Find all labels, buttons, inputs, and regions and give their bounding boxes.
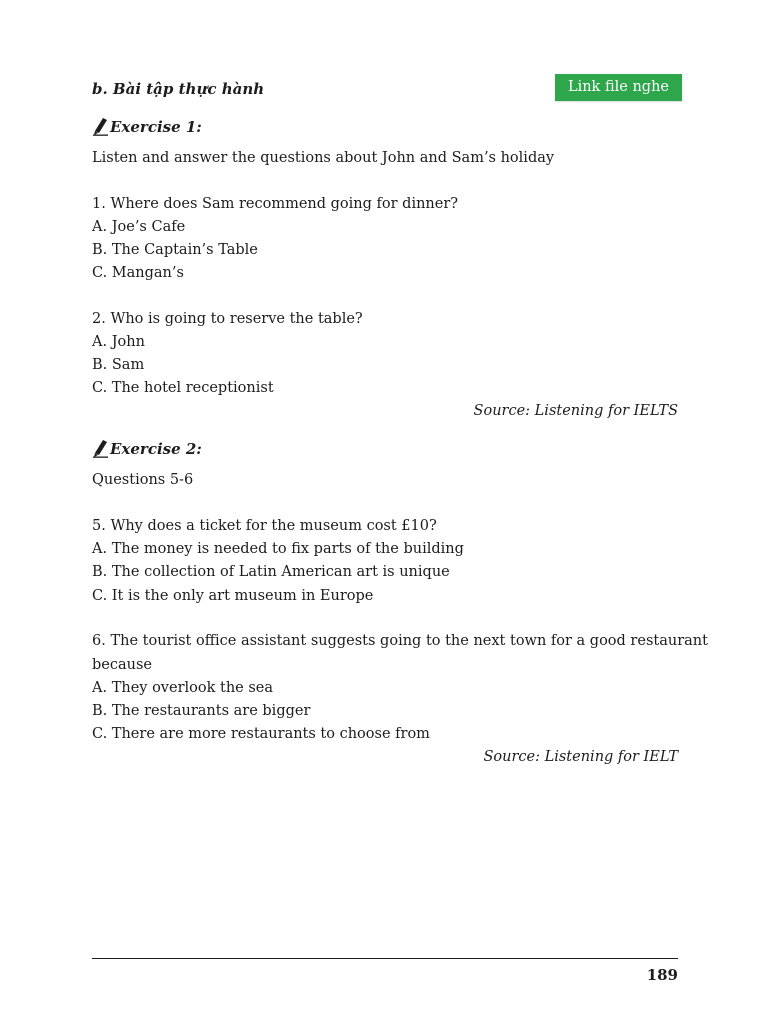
pencil-icon xyxy=(92,438,109,458)
question-1-option-c: C. Mangan’s xyxy=(92,265,184,281)
section-heading: b. Bài tập thực hành xyxy=(92,80,265,98)
question-5-option-a: A. The money is needed to fix parts of the building xyxy=(92,541,464,557)
question-2-option-c: C. The hotel receptionist xyxy=(92,380,274,396)
exercise-2-instruction: Questions 5-6 xyxy=(92,472,194,488)
audio-link-button[interactable]: Link file nghe xyxy=(555,74,682,101)
question-6-option-b: B. The restaurants are bigger xyxy=(92,703,311,719)
exercise-1-source: Source: Listening for IELTS xyxy=(473,403,678,419)
question-1-option-a: A. Joe’s Cafe xyxy=(92,219,186,235)
question-6-option-a: A. They overlook the sea xyxy=(92,680,274,696)
question-2: 2. Who is going to reserve the table? xyxy=(92,311,363,327)
question-1-option-b: B. The Captain’s Table xyxy=(92,242,258,258)
exercise-2-title: Exercise 2: xyxy=(110,440,202,458)
question-5-option-c: C. It is the only art museum in Europe xyxy=(92,588,374,604)
exercise-2-source: Source: Listening for IELT xyxy=(483,749,678,765)
question-2-option-b: B. Sam xyxy=(92,357,145,373)
exercise-1-instruction: Listen and answer the questions about John and Sam’s holiday xyxy=(92,150,555,166)
question-1: 1. Where does Sam recommend going for dinner? xyxy=(92,196,459,212)
question-5: 5. Why does a ticket for the museum cost £10? xyxy=(92,518,437,534)
pencil-icon xyxy=(92,116,109,136)
page-number: 189 xyxy=(646,966,678,984)
question-6-line-2: because xyxy=(92,657,152,673)
exercise-2-heading xyxy=(92,438,202,458)
question-2-option-a: A. John xyxy=(92,334,145,350)
question-6-line-1: 6. The tourist office assistant suggests going to the next town for a good restaurant xyxy=(92,633,708,649)
document-page xyxy=(92,0,708,1024)
footer-divider xyxy=(92,958,678,959)
question-5-option-b: B. The collection of Latin American art is unique xyxy=(92,564,450,580)
exercise-1-heading xyxy=(92,116,202,136)
question-6-option-c: C. There are more restaurants to choose from xyxy=(92,726,430,742)
exercise-1-title: Exercise 1: xyxy=(110,118,202,136)
